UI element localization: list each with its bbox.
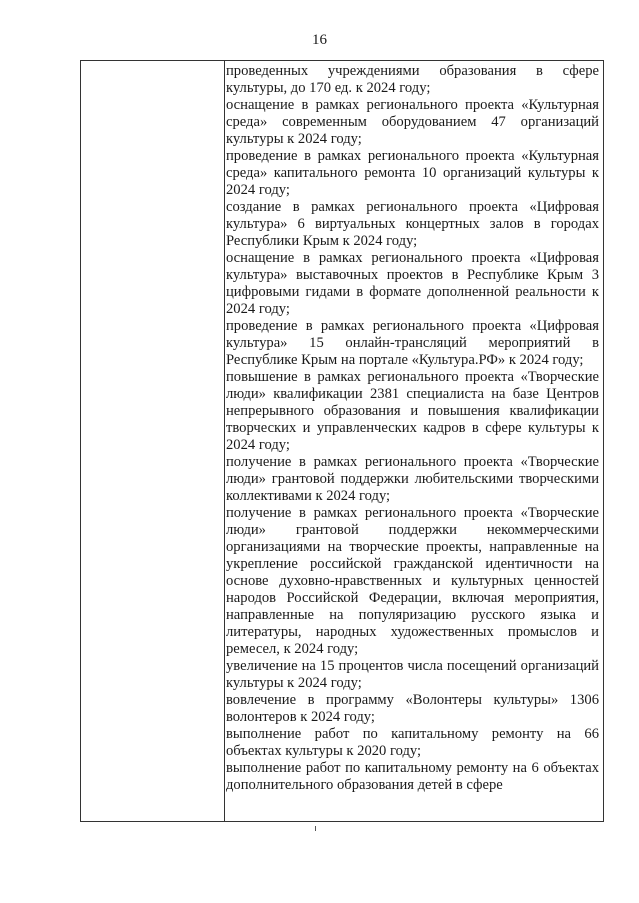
- table-right-column: [226, 63, 599, 794]
- list-item: оснащение в рамках регионального проекта «Культурная среда» современным оборудованием 47 организаций культуры к 2024 году;: [226, 97, 599, 147]
- list-item: проведенных учреждениями образования в сфере культуры, до 170 ед. к 2024 году;: [226, 63, 599, 96]
- list-item: проведение в рамках регионального проекта «Цифровая культура» 15 онлайн-трансляций мероприятий в Республике Крым на портале «Культура.РФ» к 2024 году;: [226, 318, 599, 368]
- list-item: повышение в рамках регионального проекта «Творческие люди» квалификации 2381 специалиста на базе Центров непрерывного образования и повышения квалификации творческих и управленческих кадров в сфере культуры к 2024 году;: [226, 369, 599, 453]
- list-item: создание в рамках регионального проекта «Цифровая культура» 6 виртуальных концертных залов в городах Республики Крым к 2024 году;: [226, 199, 599, 249]
- document-table: [80, 60, 604, 822]
- list-item: выполнение работ по капитальному ремонту на 66 объектах культуры к 2020 году;: [226, 726, 599, 759]
- table-left-column: [81, 61, 225, 821]
- list-item: проведение в рамках регионального проекта «Культурная среда» капитального ремонта 10 организаций культуры к 2024 году;: [226, 148, 599, 198]
- list-item: оснащение в рамках регионального проекта «Цифровая культура» выставочных проектов в Республике Крым 3 цифровыми гидами в формате дополненной реальности к 2024 году;: [226, 250, 599, 317]
- list-item: вовлечение в программу «Волонтеры культуры» 1306 волонтеров к 2024 году;: [226, 692, 599, 725]
- list-item: выполнение работ по капитальному ремонту на 6 объектах дополнительного образования детей в сфере: [226, 760, 599, 793]
- page-number: 16: [312, 32, 327, 48]
- scan-mark: [315, 826, 316, 831]
- list-item: получение в рамках регионального проекта «Творческие люди» грантовой поддержки некоммерческими организациями на творческие проекты, направленные на укрепление российской гражданской идентичности на основе духовно-нравственных и культурных ценностей народов Российской Федерации, включая мероприятия, направленные на популяризацию русского языка и литературы, народных художественных промыслов и ремесел, к 2024 году;: [226, 505, 599, 657]
- list-item: увеличение на 15 процентов числа посещений организаций культуры к 2024 году;: [226, 658, 599, 691]
- list-item: получение в рамках регионального проекта «Творческие люди» грантовой поддержки любительскими творческими коллективами к 2024 году;: [226, 454, 599, 504]
